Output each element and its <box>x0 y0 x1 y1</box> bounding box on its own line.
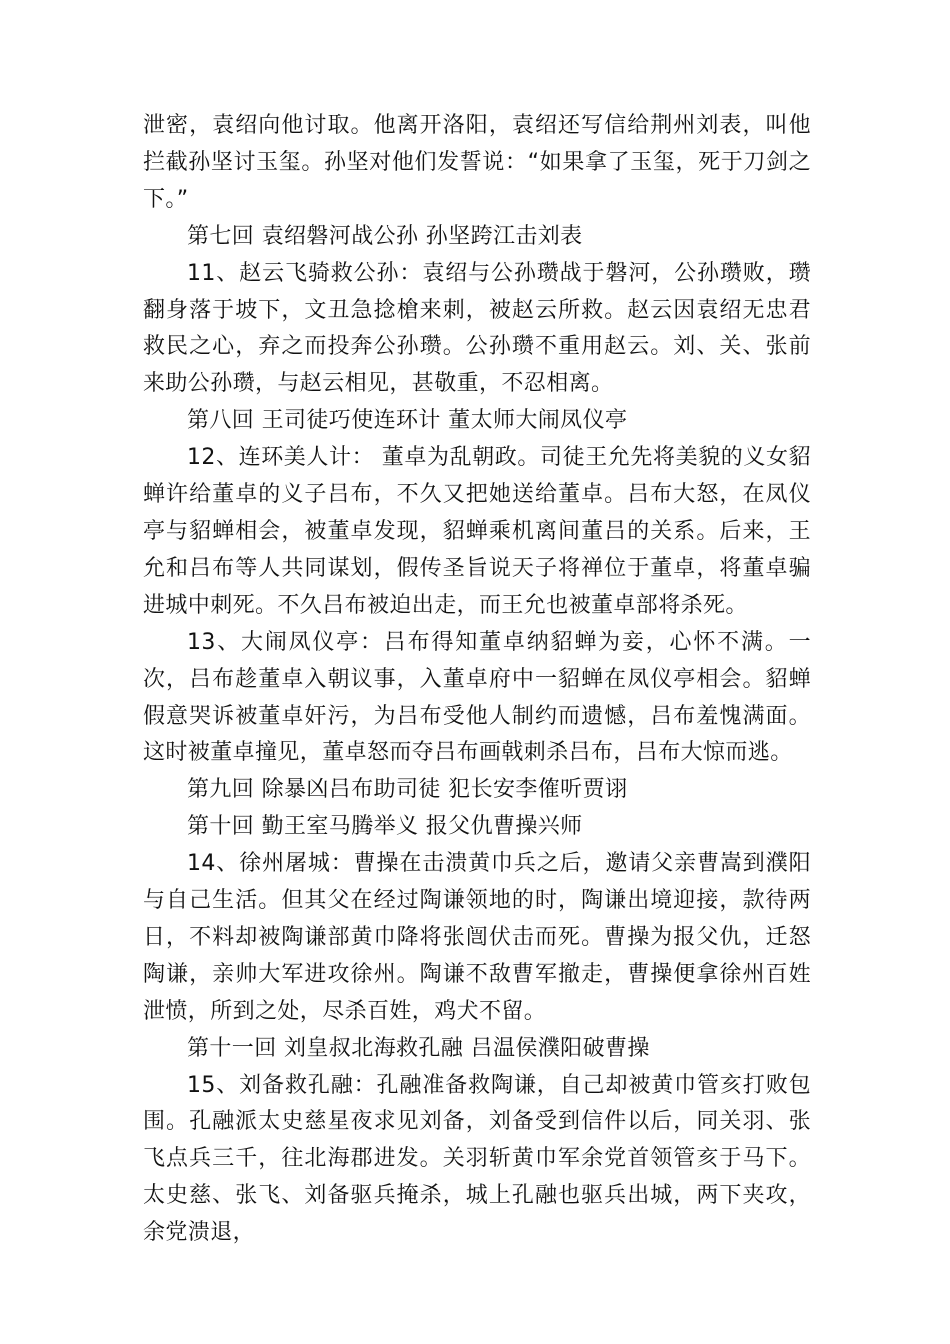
chapter-heading-7: 第七回 袁绍磐河战公孙 孙坚跨江击刘表 <box>187 223 583 249</box>
chapter-heading-8: 第八回 王司徒巧使连环计 董太师大闹凤仪亭 <box>187 408 628 434</box>
chapter-heading-10: 第十回 勤王室马腾举义 报父仇曹操兴师 <box>187 814 583 840</box>
paragraph-13: 13、大闹凤仪亭：吕布得知董卓纳貂蝉为妾，心怀不满。一次，吕布趁董卓入朝议事，入董卓府中一貂蝉在凤仪亭相会。貂蝉假意哭诉被董卓奸污，为吕布受他人制约而遗憾，吕布羞愧满面。这时被董卓撞见，董卓怒而夺吕布画戟刺杀吕布，吕布大惊而逃。 <box>143 629 811 766</box>
paragraph-14: 14、徐州屠城：曹操在击溃黄巾兵之后，邀请父亲曹嵩到濮阳与自己生活。但其父在经过陶谦领地的时，陶谦出境迎接，款待两日，不料却被陶谦部黄巾降将张闿伏击而死。曹操为报父仇，迁怒陶谦，亲帅大军进攻徐州。陶谦不敌曹军撤走，曹操便拿徐州百姓泄愤，所到之处，尽杀百姓，鸡犬不留。 <box>143 851 811 1024</box>
document-body <box>143 108 811 1252</box>
paragraph-11: 11、赵云飞骑救公孙：袁绍与公孙瓒战于磐河，公孙瓒败，瓒翻身落于坡下，文丑急捻槍来刺，被赵云所救。赵云因袁绍无忠君救民之心，弃之而投奔公孙瓒。公孙瓒不重用赵云。刘、关、张前来助公孙瓒，与赵云相见，甚敬重，不忍相离。 <box>143 260 811 397</box>
paragraph-15: 15、刘备救孔融：孔融准备救陶谦，自己却被黄巾管亥打败包围。孔融派太史慈星夜求见刘备，刘备受到信件以后，同关羽、张飞点兵三千，往北海郡进发。关羽斩黄巾军余党首领管亥于马下。太史慈、张飞、刘备驱兵掩杀，城上孔融也驱兵出城，两下夹攻，余党溃退， <box>143 1072 811 1246</box>
paragraph-continued: 泄密，袁绍向他讨取。他离开洛阳，袁绍还写信给荆州刘表，叫他拦截孙坚讨玉玺。孙坚对他们发誓说：“如果拿了玉玺，死于刀剑之下。” <box>143 113 811 212</box>
paragraph-12: 12、连环美人计： 董卓为乱朝政。司徒王允先将美貌的义女貂蝉许给董卓的义子吕布，不久又把她送给董卓。吕布大怒，在凤仪亭与貂蝉相会，被董卓发现，貂蝉乘机离间董吕的关系。后来，王允和吕布等人共同谋划，假传圣旨说天子将禅位于董卓，将董卓骗进城中刺死。不久吕布被迫出走，而王允也被董卓部将杀死。 <box>143 445 811 618</box>
chapter-heading-11: 第十一回 刘皇叔北海救孔融 吕温侯濮阳破曹操 <box>187 1035 650 1061</box>
chapter-heading-9: 第九回 除暴凶吕布助司徒 犯长安李傕听贾诩 <box>187 777 628 803</box>
